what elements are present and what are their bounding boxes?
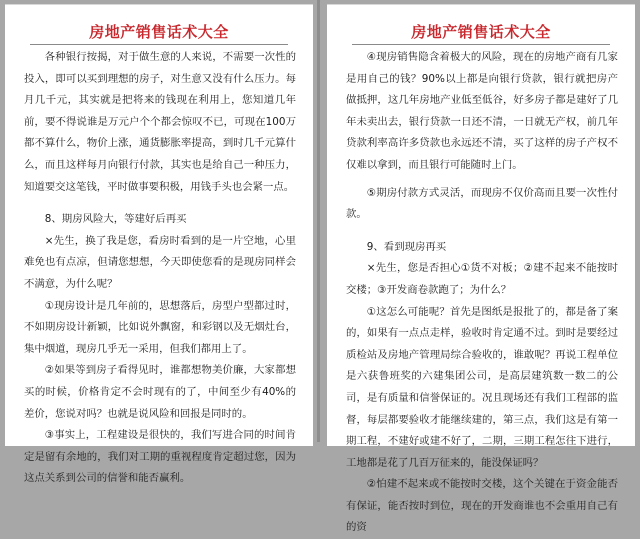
paragraph: ×先生，您是否担心①货不对板；②建不起来不能按时交楼；③开发商卷款跑了；为什么？: [346, 262, 618, 296]
page-title: 房地产销售话术大全: [411, 23, 551, 41]
paragraph: ⑤期房付款方式灵活，而现房不仅价高而且要一次性付款。: [346, 186, 618, 221]
section-heading: 9、看到现房再买: [366, 240, 447, 253]
paragraph: 各种银行按揭，对于做生意的人来说，不需要一次性的投入，即可以买到理想的房子，对生意又没有什么压力。每月几千元，其实就是把将来的钱现在利用上，您知道几年前，要不得说谁是万元户个个都会惊叹不已，可现在100万都不算什么，物价上涨，通货膨胀率提高，到时几千元算什么，而且这样每月向银行付款，其实也是给自己一种压力，知道要交这笔钱，平时做事要积极，用钱手头也会紧一点。: [24, 51, 296, 193]
page-gutter: [317, 0, 320, 442]
paragraph: ×先生，换了我是您，看房时看到的是一片空地，心里难免也有点凉，但请您想想，今天即使您看的是现房同样会不满意，为什么呢？: [24, 234, 296, 290]
paragraph: ④现房销售隐含着极大的风险，现在的房地产商有几家是用自己的钱？90%以上都是向银行贷款，银行就把房产做抵押，这几年房地产业低至低谷，好多房子都是建好了几年未卖出去，银行贷款一日还不清，一日就无产权，前几年贷款利率高许多贷款也永远还不清，买了这样的房子产权不仅难以拿到，而且银行可能随时上门。: [346, 51, 618, 171]
page-body: [346, 47, 618, 539]
paragraph: ①现房设计是几年前的，思想落后，房型户型都过时，不如期房设计新颖，比如说外飘窗，和彩钢以及无烟灶台，集中烟道，现房几乎无一采用，但我们都用上了。: [24, 299, 296, 355]
title-divider: [30, 44, 288, 45]
title-divider: [352, 44, 610, 45]
paragraph: ①这怎么可能呢？首先是图纸是报批了的，都是备了案的，如果有一点点走样，验收时肯定通不过。到时是要经过质检站及房地产管理局综合验收的，谁敢呢？再说工程单位是六获鲁班奖的六建集团公司，是高层建筑数一数二的公司，是有质量和信誉保证的。况且现场还有我们工程部的监督，每层都要验收才能继续建的，第三点，我们这是有第一期工程，不建好或建不好了，二期，三期工程怎往下进行，工地都是花了几百万征来的，能没保证吗？: [346, 305, 618, 469]
document-page-right: [327, 4, 635, 534]
document-page-left: [5, 4, 313, 485]
paragraph: ②怕建不起来或不能按时交楼，这个关键在于资金能否有保证，能否按时到位，现在的开发商谁也不会重用自己有的资: [346, 478, 618, 534]
section-heading: 8、期房风险大，等建好后再买: [44, 213, 187, 226]
paragraph: ②如果等到房子看得见时，谁都想物美价廉，大家都想买的时候，价格肯定不会时现有的了，中间至少有40%的差价，您说对吗？也就是说风险和回报是同时的。: [24, 364, 296, 420]
paragraph: ③事实上，工程建设是很快的，我们写进合同的时间肯定是留有余地的，我们对工期的重视程度肯定超过您，因为这点关系到公司的信誉和能否赢利。: [24, 429, 296, 485]
page-body: [24, 47, 296, 490]
page-title: 房地产销售话术大全: [89, 23, 229, 41]
